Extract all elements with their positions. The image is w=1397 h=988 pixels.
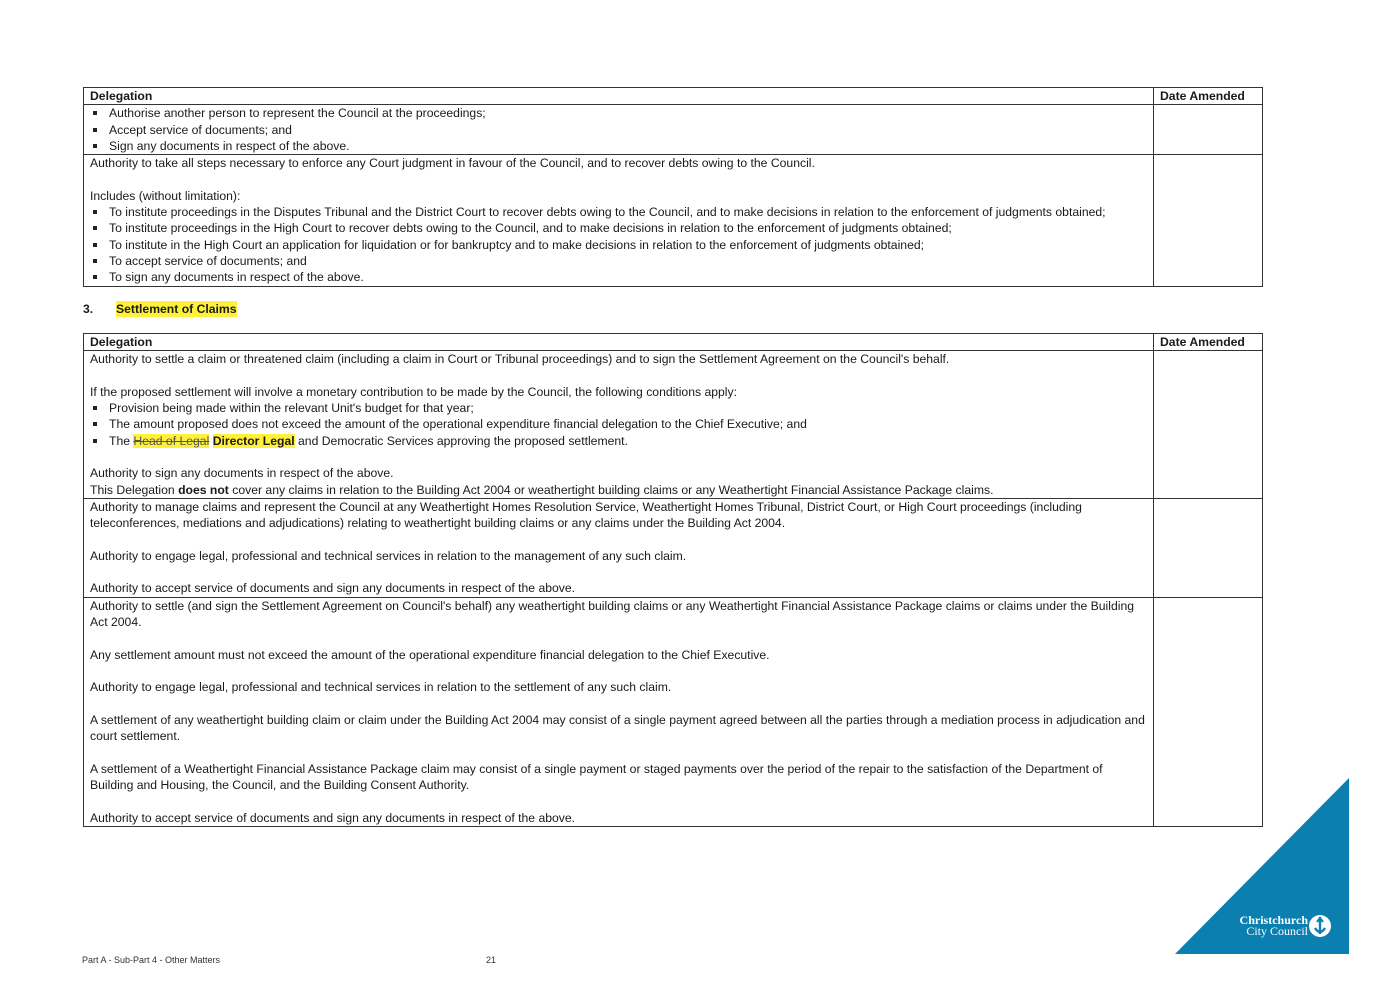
delegation-cell xyxy=(84,598,1154,826)
table-header-row xyxy=(84,334,1262,350)
list-item: To accept service of documents; and xyxy=(90,253,1147,269)
text-fragment: The xyxy=(109,433,134,448)
list-item: Provision being made within the relevant Unit's budget for that year; xyxy=(90,400,1147,416)
paragraph: Authority to engage legal, professional and technical services in relation to the settlement of any such claim. xyxy=(90,680,672,695)
delegation-cell xyxy=(84,105,1154,154)
section-heading xyxy=(83,301,237,317)
list-item: Accept service of documents; and xyxy=(90,122,1147,138)
delegation-header: Delegation xyxy=(84,334,1154,350)
list-item: To sign any documents in respect of the above. xyxy=(90,269,1147,285)
table-row xyxy=(84,597,1262,826)
table-row xyxy=(84,154,1262,285)
date-amended-cell xyxy=(1154,351,1262,498)
text-fragment: and Democratic Services approving the proposed settlement. xyxy=(294,433,628,448)
text-fragment: This Delegation xyxy=(90,482,179,497)
list-item xyxy=(90,433,1147,449)
list-item: To institute proceedings in the Disputes Tribunal and the District Court to recover debts owing to the Council, and to make decisions in relation to the enforcement of judgments obtained; xyxy=(90,204,1147,220)
delegation-header: Delegation xyxy=(84,88,1154,104)
section-number: 3. xyxy=(83,302,94,316)
section-title: Settlement of Claims xyxy=(116,302,237,316)
date-amended-cell xyxy=(1154,105,1262,154)
list-item: To institute proceedings in the High Court to recover debts owing to the Council, and to make decisions in relation to the enforcement of judgments obtained; xyxy=(90,220,1147,236)
paragraph: If the proposed settlement will involve a monetary contribution to be made by the Council, the following conditions apply: xyxy=(90,384,737,399)
council-logo-text xyxy=(1222,915,1308,937)
paragraph: A settlement of a Weathertight Financial Assistance Package claim may consist of a single payment or staged payments over the period of the repair to the satisfaction of the Department of Building and Housing, the Council, and the Building Consent Authority. xyxy=(90,761,1103,793)
paragraph: Authority to take all steps necessary to enforce any Court judgment in favour of the Council, and to recover debts owing to the Council. xyxy=(90,156,815,171)
paragraph: Authority to settle (and sign the Settlement Agreement on Council's behalf) any weathertight building claims or any Weathertight Financial Assistance Package claims or claims under the Building Act 2004. xyxy=(90,598,1135,630)
table-row xyxy=(84,350,1262,498)
logo-line-1: Christchurch xyxy=(1239,913,1308,927)
logo-line-2: City Council xyxy=(1246,924,1308,938)
text-fragment: cover any claims in relation to the Building Act 2004 or weathertight building claims or any Weathertight Financial Assistance Package claims. xyxy=(228,482,994,497)
paragraph: Authority to sign any documents in respect of the above. xyxy=(90,466,394,481)
paragraph: Authority to accept service of documents and sign any documents in respect of the above. xyxy=(90,581,576,596)
delegation-cell xyxy=(84,155,1154,285)
table-header-row xyxy=(84,88,1262,104)
paragraph: A settlement of any weathertight building claim or claim under the Building Act 2004 may consist of a single payment agreed between all the parties through a mediation process in adjudication and court settlement. xyxy=(90,712,1145,744)
date-amended-header: Date Amended xyxy=(1160,335,1245,349)
list-item: Authorise another person to represent the Council at the proceedings; xyxy=(90,105,1147,121)
page-number: 21 xyxy=(486,955,497,965)
paragraph: Authority to accept service of documents and sign any documents in respect of the above. xyxy=(90,810,576,825)
list-item: Sign any documents in respect of the above. xyxy=(90,138,1147,154)
bullet-list xyxy=(90,400,1147,449)
paragraph: Authority to engage legal, professional and technical services in relation to the management of any such claim. xyxy=(90,548,687,563)
table-row xyxy=(84,104,1262,154)
delegation-table-1 xyxy=(83,87,1263,287)
footer-label: Part A - Sub-Part 4 - Other Matters xyxy=(82,955,221,965)
date-amended-cell xyxy=(1154,155,1262,285)
bullet-list xyxy=(90,204,1147,285)
table-row xyxy=(84,498,1262,597)
paragraph: Authority to manage claims and represent the Council at any Weathertight Homes Resolution Service, Weathertight Homes Tribunal, District Court, or High Court proceedings (including teleconferences, mediations and adjudications) relating to weathertight building claims or any claims under the Building Act 2004. xyxy=(90,499,1082,531)
paragraph: Authority to settle a claim or threatened claim (including a claim in Court or Tribunal proceedings) and to sign the Settlement Agreement on the Council's behalf. xyxy=(90,352,950,367)
paragraph xyxy=(90,482,1147,498)
bullet-list xyxy=(90,105,1147,154)
delegation-cell xyxy=(84,499,1154,597)
council-logo-icon xyxy=(1308,914,1332,938)
list-item: To institute in the High Court an application for liquidation or for bankruptcy and to make decisions in relation to the enforcement of judgments obtained; xyxy=(90,237,1147,253)
delegation-table-2 xyxy=(83,333,1263,827)
inserted-text: Director Legal xyxy=(212,433,295,448)
delegation-cell xyxy=(84,351,1154,498)
list-item: The amount proposed does not exceed the amount of the operational expenditure financial delegation to the Chief Executive; and xyxy=(90,416,1147,432)
paragraph: Includes (without limitation): xyxy=(90,188,241,203)
date-amended-header: Date Amended xyxy=(1160,89,1245,103)
struck-text: Head of Legal xyxy=(133,433,210,448)
emphasis-text: does not xyxy=(178,482,229,497)
paragraph: Any settlement amount must not exceed the amount of the operational expenditure financial delegation to the Chief Executive. xyxy=(90,647,770,662)
date-amended-cell xyxy=(1154,499,1262,597)
